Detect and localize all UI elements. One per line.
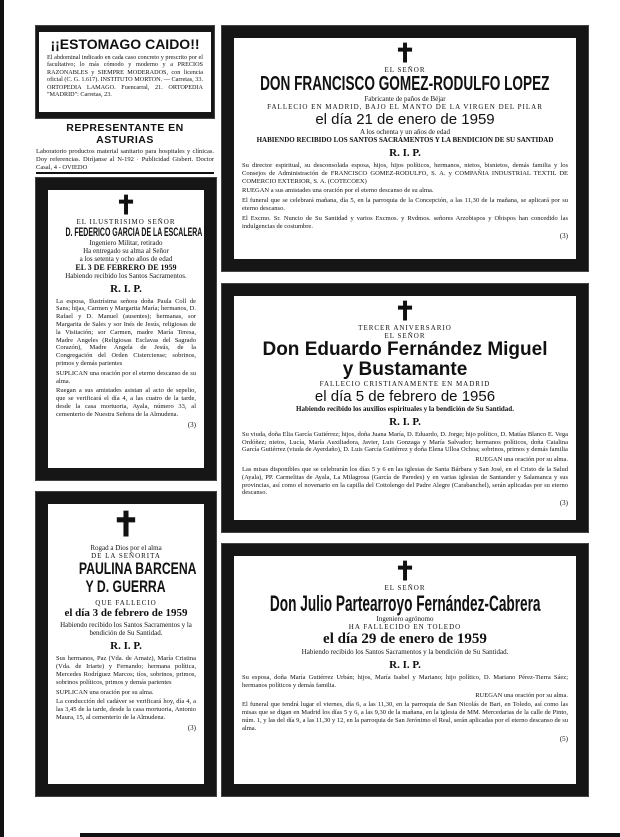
obit-line: FALLECIO EN MADRID, BAJO EL MANTO DE LA VIRGEN DEL PILAR [267, 103, 543, 111]
obit-name-line: Don Eduardo Fernández Miguel [262, 339, 548, 360]
obit-line: Habiendo recibido los Santos Sacramentos y la bendición de Su Santidad. [301, 648, 509, 657]
obit-subtitle: Ingeniero Militar, retirado [89, 238, 163, 247]
ad-representante [36, 122, 214, 174]
obit-rip: R. I. P. [110, 640, 142, 653]
obit-date: el día 5 de febrero de 1956 [314, 387, 496, 405]
obit-date: el día 29 de enero de 1959 [323, 631, 487, 648]
cross-icon: ✝ [394, 297, 416, 326]
obit-line: FALLECIO CRISTIANAMENTE EN MADRID [319, 379, 491, 388]
obit-line: HABIENDO RECIBIDO LOS SANTOS SACRAMENTOS Y LA BENDICION DE SU SANTIDAD [256, 136, 554, 144]
left-margin-line [0, 0, 4, 837]
obit-rip: R. I. P. [389, 659, 421, 672]
cross-icon: ✝ [394, 39, 416, 68]
obit-name [56, 225, 203, 239]
obit-name [56, 560, 196, 596]
obit-pretitle: EL SEÑOR [384, 584, 426, 592]
obit-name-text: D. FEDERICO GARCIA DE LA ESCALERA [65, 225, 203, 239]
obit-name-text: Don Julio Partearroyo Fernández-Cabrera [269, 591, 541, 616]
obit-number: (5) [559, 734, 568, 743]
obit-date: EL 3 DE FEBRERO DE 1959 [75, 262, 177, 272]
obit-body: La esposa, Ilustrísima señora doña Paula Coll de Sans; hijas, Carmen y Margarita María; hermanos, D. Rafael y D. Manuel (ausentes); hermanas, sor Margarita de Sales y sor Inés de Jesús, religiosas de la Visitación; sor Carmen, madre María Teresa, Madre Angeles (Religiosas Esclavas del Sagrado Corazón), Madre Angela de Jesús, de la Congregación del Orden Cisterciense; sobrinos, primos y demás parientes [56, 297, 196, 367]
obit-number: (3) [187, 723, 196, 732]
obit-body: Ruegan a sus amistades asistan al acto de sepelio, que se verificará el día 4, a las cuatro de la tarde, desde la casa mortuoria, Ayala, número 33, al cementerio de Nuestra Señora de la Almudena. [56, 387, 196, 418]
obit-body: RUEGAN a sus amistades una oración por el eterno descanso de su alma. [242, 187, 434, 195]
obit-body: SUPLICAN una oración por el eterno descanso de su alma. [56, 369, 196, 385]
obit-number: (3) [559, 499, 568, 508]
obit-body: El funeral que tendrá lugar el viernes, día 6, a las 11,30, en la parroquia de San Nicolás de Bari, en Toledo, así como las misas que se digan en Madrid los días 5 y 6, a las 9,30 de la mañana, en la iglesia de MM. Mercedarias de la calle de Pinto, núm. 1, y las del día 9, a las 11,30 y 12, en la parroquia de San Jerónimo el Real, serán aplicadas por el eterno descanso de su alma. [242, 701, 568, 732]
obit-line: Ha entregado su alma al Señor [83, 246, 169, 255]
obit-rip: R. I. P. [389, 147, 421, 159]
obituary-gomez-rodulfo [222, 26, 588, 271]
obit-subtitle: Fabricante de paños de Béjar [364, 95, 446, 103]
ad-body: Laboratorio productos material sanitario para hospitales y clínicas. Doy referencias. Diríjanse al N-192 · Publicidad Gisbert. Doctor Casal, 4 - OVIEDO [36, 148, 214, 171]
obit-body: El Excmo. Sr. Nuncio de Su Santidad y varios Excmos. y Rvdmos. señores Arzobispos y Obispos han concedido las indulgencias de costumbre. [242, 214, 568, 230]
obituary-paulina-barcena [36, 492, 216, 796]
obit-number: (3) [187, 420, 196, 429]
obit-body: RUEGAN una oración por su alma. [475, 456, 568, 464]
obit-body: SUPLICAN una oración por su alma. [56, 688, 154, 696]
obit-line: Habiendo recibido los auxilios espirituales y la bendición de Su Santidad. [296, 404, 514, 413]
obituary-fernandez-miguel [222, 284, 588, 532]
ad-estomago-caido [36, 26, 214, 118]
obit-name [242, 340, 568, 380]
obit-body: Su viuda, doña Elia García Gutiérrez; hijos, doña Juana María, D. Eduardo, D. Jorge; hijo político, D. Matías Blanco E. Vega Ordóñez; nietos, Lucía, María Auxiliadora, Javier, Luis Gonzaga y María Salvador; hermanos políticos, doña Catalina García Gutiérrez (viuda de Ayerdaño), D. Luis García Gutiérrez y doña Elena Ulloa Ochoa; sobrinos, primos y demás familia [242, 430, 568, 454]
obit-subtitle: Ingeniero agrónomo [376, 615, 434, 624]
obit-pretitle: EL SEÑOR [384, 66, 426, 74]
obit-name-line: PAULINA BARCENA [78, 559, 197, 578]
obit-line: a los setenta y ocho años de edad [79, 254, 173, 263]
obit-line: Habiendo recibido los Santos Sacramentos. [65, 271, 187, 280]
cross-icon: ✝ [111, 507, 141, 544]
cross-icon: ✝ [115, 191, 137, 220]
obit-line: QUE FALLECIO [95, 598, 157, 607]
obit-name-text: DON FRANCISCO GOMEZ-RODULFO LOPEZ [260, 73, 550, 95]
obit-date: el día 3 de febrero de 1959 [64, 606, 188, 619]
obit-body: Su esposa, doña María Gutiérrez Urbán; hijos, María Isabel y Mariano; hijo político, D. Mariano Pérez-Tierra Sáez; hermanos políticos y demás familia. [242, 674, 568, 689]
obit-body: Las misas disponibles que se celebrarán los días 5 y 6 en las iglesias de Santa Bárbara y San José, en el Cristo de la Salud (Ayala), PP. Carmelitas de Ayala, La Milagrosa (García de Paredes) y en varias iglesias de Santander y Salamanca y sus provincias, así como el novenario en la capilla del Cottolengo del Padre Alegre (Carabanchel), serán aplicadas por su eterno descanso. [242, 466, 568, 497]
obit-pretitle: DE LA SEÑORITA [91, 552, 161, 560]
obit-pretitle: EL SEÑOR [384, 332, 426, 340]
obit-line: HA FALLECIDO EN TOLEDO [348, 623, 462, 632]
obituary-garcia-escalera [36, 178, 216, 480]
obit-body: RUEGAN una oración por su alma. [475, 691, 568, 699]
obit-rip: R. I. P. [110, 282, 142, 295]
obit-pretitle: TERCER ANIVERSARIO [358, 324, 452, 332]
obit-body: Su director espiritual, su desconsolada esposa, hijos, hijos políticos, hermanos, nietos, bisnietos, demás familia y los Consejos de Administración de FRANCISCO GOMEZ-RODULFO, S. A. y COMPAÑIA INDUSTRIAL TEXTIL DE COMERCIO EXTERIOR, S. A. (COTECOEX) [242, 162, 568, 185]
bottom-rule [80, 833, 620, 837]
obit-body: El funeral que se celebrará mañana, día 5, en la parroquia de la Concepción, a las 11,30 de la mañana, se aplicará por su eterno descanso. [242, 197, 568, 212]
obit-body: La conducción del cadáver se verificará hoy, día 4, a las 3,45 de la tarde, desde la casa mortuoria, Antonio Maura, 15, al cementerio de la Almudena. [56, 698, 196, 722]
obituary-partearroyo [222, 544, 588, 796]
obit-pretitle: Rogad a Dios por el alma [90, 544, 162, 552]
cross-icon: ✝ [394, 557, 416, 586]
obit-name [242, 74, 568, 95]
obit-body: Sus hermanos, Paz (Vda. de Arnaiz), María Cristina (Vda. de Iriarte) y Fernando; hermana política, Mercedes Rodríguez Marcos; tíos, sobrinos, primos, sobrinos políticos, primos y demás parientes [56, 655, 196, 686]
obit-line: A los ochenta y un años de edad [359, 128, 450, 136]
obit-date: el día 21 de enero de 1959 [315, 111, 495, 128]
obit-number: (3) [559, 232, 568, 241]
obit-name [242, 592, 568, 615]
ad-title: REPRESENTANTE EN ASTURIAS [66, 122, 184, 146]
ad-title: ¡¡ESTOMAGO CAIDO!! [50, 36, 200, 52]
obit-name-line: y Bustamante [342, 358, 468, 380]
obit-pretitle: EL ILUSTRISIMO SEÑOR [76, 218, 176, 226]
obit-name-line: Y D. GUERRA [85, 576, 167, 596]
obit-rip: R. I. P. [389, 415, 421, 428]
obit-line: Habiendo recibido los Santos Sacramentos y la bendición de Su Santidad. [60, 620, 192, 638]
ad-body: El abdominal indicado en cada caso concreto y prescrito por el facultativo; lo más cómodo y moderno y a PRECIOS RAZONABLES y SIEMPRE MODERADOS, con licencia oficial (C. G. 1.617). INSTITUTO MORTON. — Carretas, 33. ORTOPEDIA LAMAGO. Fuencarral, 21. ORTOPEDIA "MADRID": Carretas, 23. [47, 54, 203, 99]
